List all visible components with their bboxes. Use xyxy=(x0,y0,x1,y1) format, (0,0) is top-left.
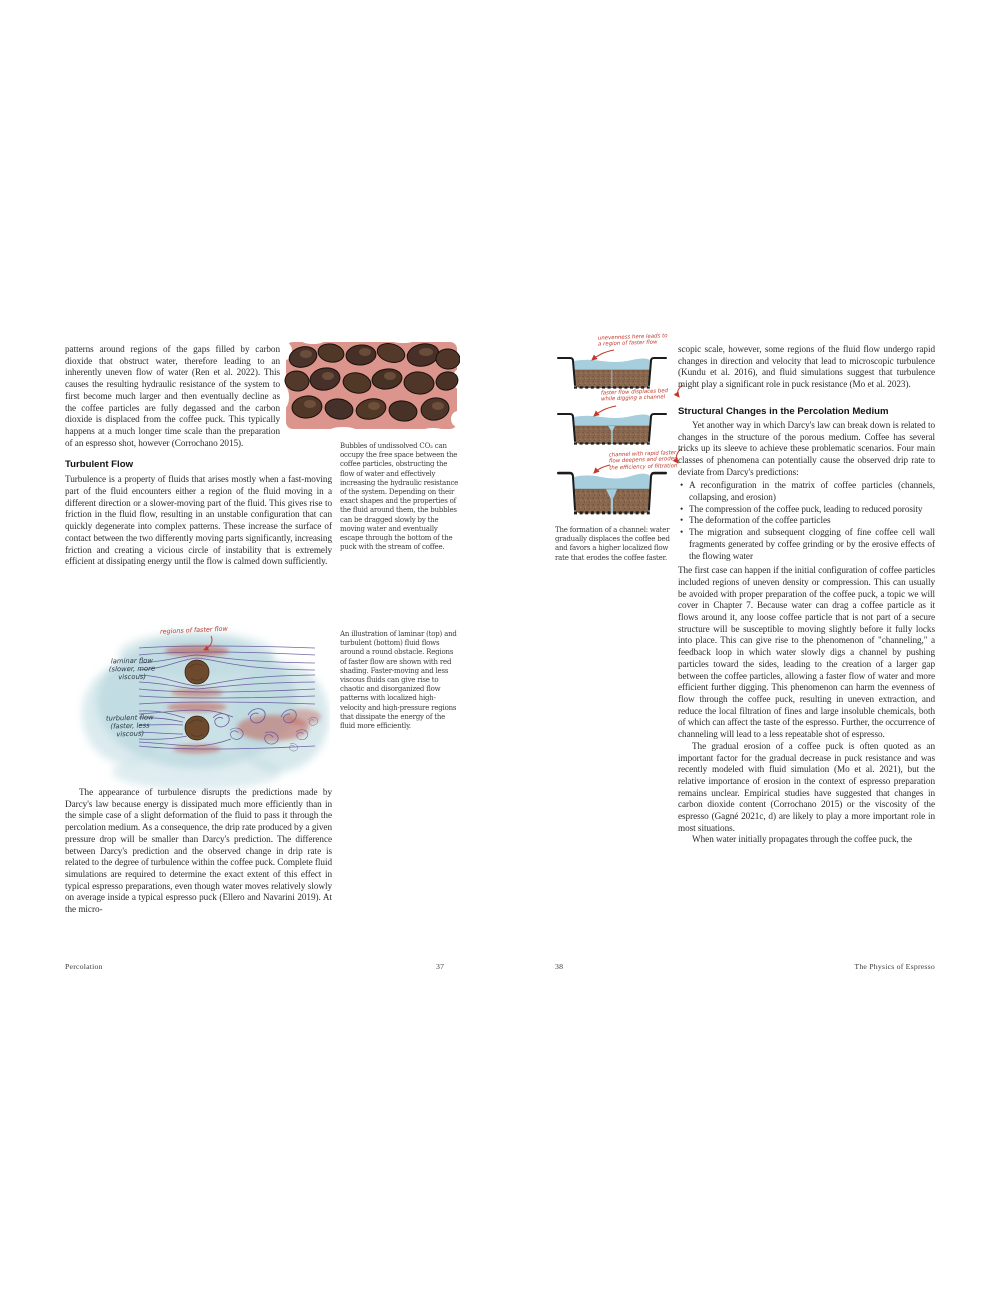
laminar-flow-label: laminar flow (slower, more viscous) xyxy=(108,656,156,682)
co2-figure-caption: Bubbles of undissolved CO₂ can occupy the free space between the coffee particles, obstructing the flow of water and effectively increasing the hydraulic resistance of the system. Depending on their exact shapes and the properties of the fluid around them, the bubbles can be dragged slowly by the moving water and eventually escape through the bottom of the puck with the stream of coffee. xyxy=(340,442,459,552)
right-page-text-column xyxy=(678,344,935,846)
turbulent-flow-heading: Turbulent Flow xyxy=(65,459,134,471)
basket-stage-1 xyxy=(558,358,666,388)
bullet-glyph: • xyxy=(680,480,684,491)
flow-figure-caption: An illustration of laminar (top) and turbulent (bottom) fluid flows around a round obstacle. Regions of faster flow are shown with red shading. Faster-moving and less viscous fluids can give rise to chaotic and disorganized flow patterns with localized high-velocity and high-pressure regions that dissipate the energy of the fluid more efficiently. xyxy=(340,630,457,731)
bullet-text-1: A reconfiguration in the matrix of coffee particles (channels, collapsing, and erosion) xyxy=(689,480,935,503)
channel-annotation-3: channel with rapid faster flow deepens and erodes the efficiency of filtration xyxy=(608,450,678,472)
structural-intro-paragraph: Yet another way in which Darcy's law can break down is related to changes in the structure of the porous medium. Coffee has several tricks up its sleeve to achieve these problematic scenarios. Four main classes of phenomena can potentially cause the observed drip rate to deviate from Darcy's predictions: xyxy=(678,419,935,477)
bullet-text-2: The compression of the coffee puck, leading to reduced porosity xyxy=(689,503,923,514)
channel-annotation-2: faster flow displaces bed while digging a channel xyxy=(600,388,669,403)
co2-bubbles-figure xyxy=(283,339,460,432)
flow-figure xyxy=(65,622,330,792)
bullet-text-3: The deformation of the coffee particles xyxy=(689,515,831,526)
flow-annotation-text: regions of faster flow xyxy=(159,624,228,636)
turbulent-flow-paragraph: Turbulence is a property of fluids that arises mostly when a fast-moving part of the fluid encounters either a region of the fluid moving in a different direction or a slower-moving part of the fluid. This gives rise to friction in the fluid flow, resulting in an unstable configuration that can quickly degenerate into complex patterns. These increase the surface of contact between the two differently moving parts significantly, increasing friction and creating a vicious circle of instability that is extremely efficient at dissipating energy until the flow is calmed down sufficiently. xyxy=(65,474,332,567)
structural-changes-heading: Structural Changes in the Percolation Medium xyxy=(678,405,889,417)
bullet-item-3 xyxy=(678,515,935,527)
basket-stage-2 xyxy=(558,414,666,444)
phenomena-bullet-list xyxy=(678,480,935,562)
left-intro-text: patterns around regions of the gaps filled by carbon dioxide that obstruct water, therefore leading to an inherently uneven flow of water (Ren et al. 2022). This causes the resulting hydraulic resistance of the system to first become much larger and then eventually decline as the coffee particles are fully degassed and the carbon dioxide is displaced from the coffee puck. This typically happens at a much longer time scale than the preparation of an espresso shot, however (Corrochano 2015). xyxy=(65,344,280,448)
bullet-glyph: • xyxy=(680,527,684,538)
turbulent-flow-label: turbulent flow (faster, less viscous) xyxy=(105,713,154,739)
bullet-text-4: The migration and subsequent clogging of fine coffee cell wall fragments generated by coffee grinding or by the erosive effects of the flowing water xyxy=(689,527,935,561)
basket-stage-3 xyxy=(558,473,666,514)
left-page-number: 37 xyxy=(436,962,445,971)
erosion-paragraph: The gradual erosion of a coffee puck is often quoted as an important factor for the gradual decrease in puck resistance and was recently modeled with fluid simulation (Mo et al. 2021), but the relative importance of erosion in the context of espresso preparation remains unclear. Empirical studies have suggested that changes in carbon dioxide content (Corrochano 2015) or the viscosity of the espresso (Gagné 2021c, d) are likely to play a more important role in most situations. xyxy=(678,740,935,833)
channel-figure-caption: The formation of a channel: water gradually displaces the coffee bed and favors a higher localized flow rate that erodes the coffee faster. xyxy=(555,526,670,562)
bullet-item-1 xyxy=(678,480,935,503)
channel-formation-figure xyxy=(552,335,687,531)
right-page-number: 38 xyxy=(555,962,564,971)
channeling-paragraph: The first case can happen if the initial configuration of coffee particles included regions of uneven density or compression. This can usually be avoided with proper preparation of the coffee puck, a topic we will cover in Chapter 7. Because water can drag a coffee particle as it flows around it, any loose coffee particle that is not part of a secure structure will be susceptible to moving slightly before it fully locks into place. This can give rise to the phenomenon of "channeling," a feedback loop in which water slowly digs a channel by pushing particles toward the sides, leading to the creation of a larger gap between the coffee particles, allowing a faster flow of water and more efficient further digging. This phenomenon can harm the evenness of flow through the coffee puck, resulting in uneven extraction, and reduce the local filtration of fines and large insoluble chemicals, both of which can affect the taste of the espresso. Further, the occurrence of channeling will lead to a less repeatable shot of espresso. xyxy=(678,565,935,740)
bullet-item-4 xyxy=(678,527,935,562)
channel-annotation-1: unevenness here leads to a region of faster flow xyxy=(597,333,668,348)
bullet-glyph: • xyxy=(680,515,684,526)
right-running-footer: The Physics of Espresso xyxy=(854,962,935,971)
final-line-paragraph: When water initially propagates through the coffee puck, the xyxy=(692,834,913,845)
right-continuation-paragraph: scopic scale, however, some regions of the fluid flow undergo rapid changes in direction and velocity that lead to microscopic turbulence (Kundu et al. 2016), and fluid simulations suggest that turbulence might play a significant role in puck resistance (Mo et al. 2023). xyxy=(678,344,935,390)
left-closing-paragraph: The appearance of turbulence disrupts the predictions made by Darcy's law because energy is dissipated much more efficiently than in the simple case of a slight deformation of the fluid to pass it through the percolation medium. As a consequence, the drip rate produced by a given pressure drop will be smaller than Darcy's prediction. The difference between Darcy's prediction and the observed change in drip rate is related to the degree of turbulence within the coffee puck. Complete fluid simulations are required to determine the exact extent of this effect in typical espresso preparations, even though water moves relatively slowly on average inside a typical espresso puck (Ellero and Navarini 2019). At the micro- xyxy=(65,787,332,915)
bullet-item-2 xyxy=(678,504,935,516)
left-running-footer: Percolation xyxy=(65,962,103,971)
bullet-glyph: • xyxy=(680,503,684,514)
